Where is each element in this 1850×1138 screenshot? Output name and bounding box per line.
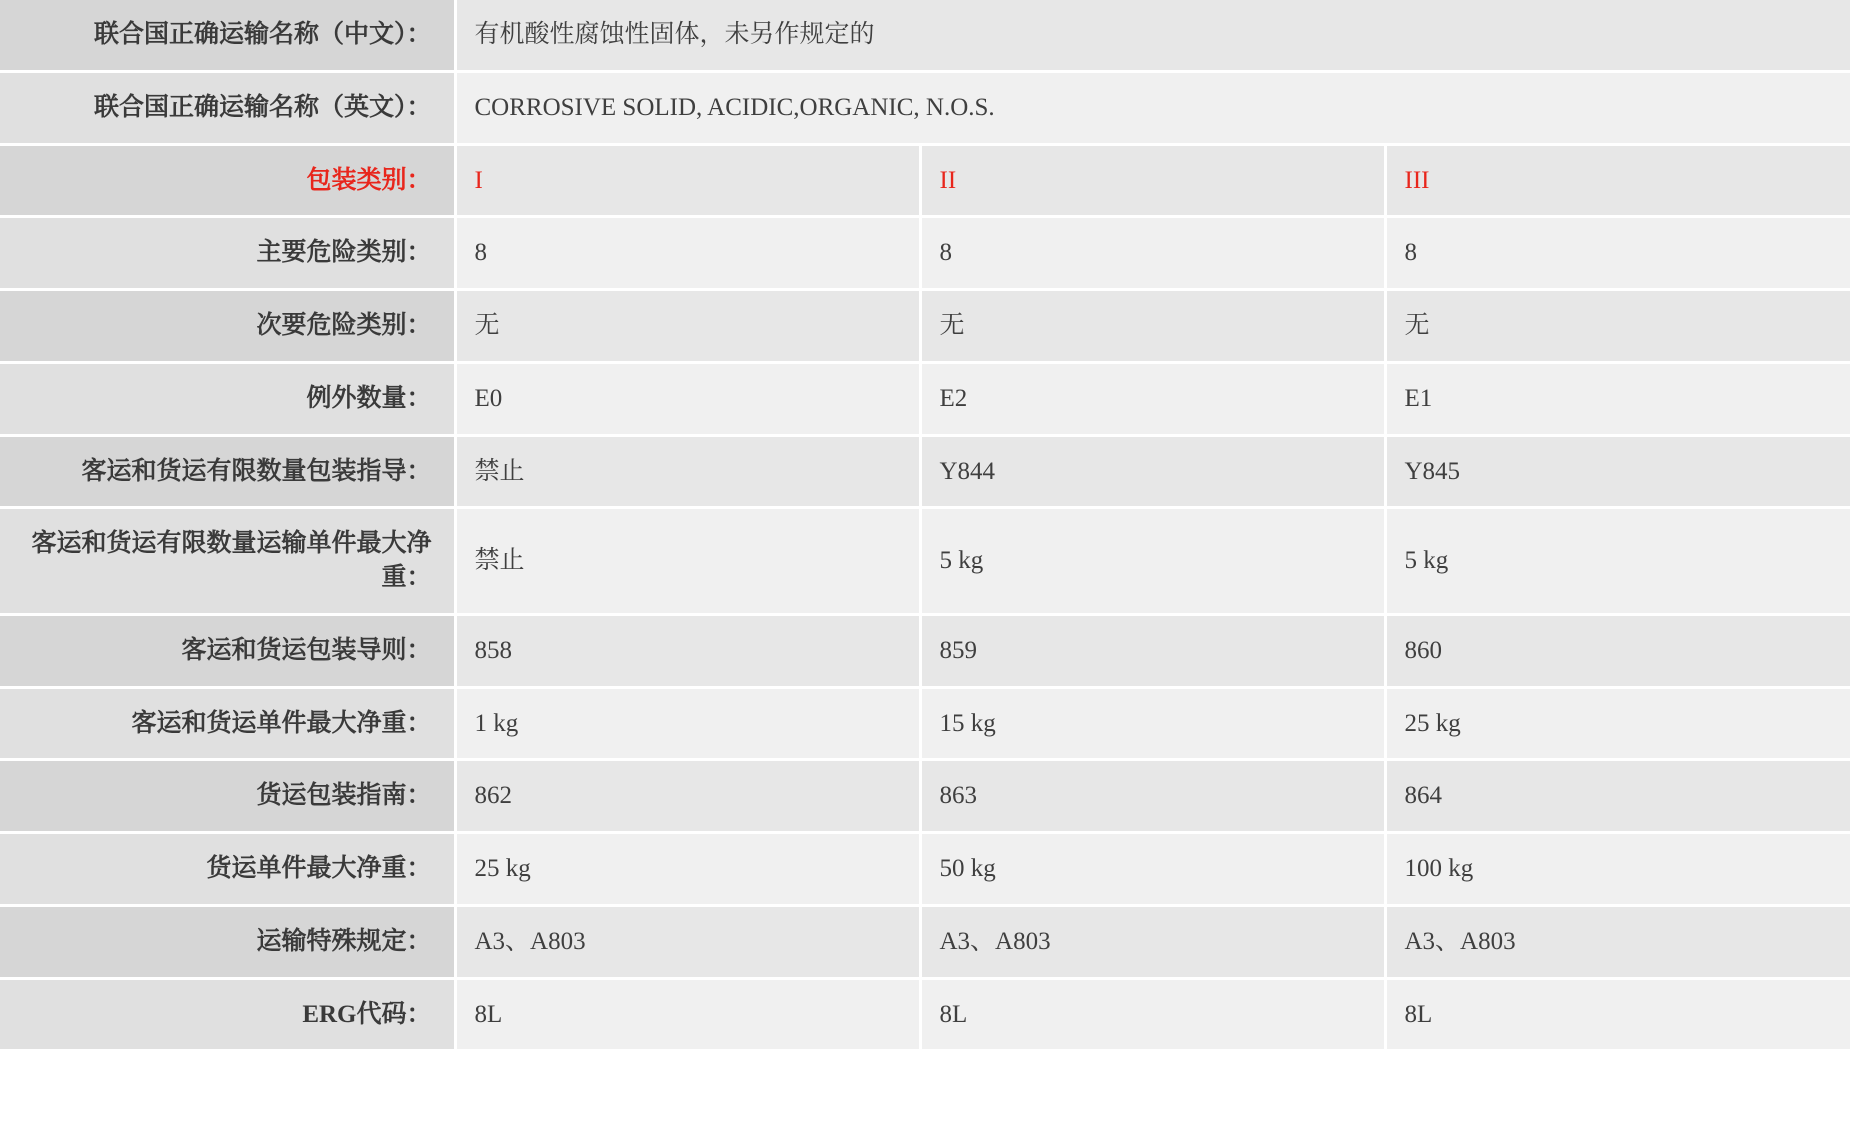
row-label-text: 主要危险类别： — [256, 239, 432, 267]
table-row — [0, 362, 1850, 435]
row-value-text: 8L — [1404, 1000, 1433, 1028]
row-label-text: 例外数量： — [306, 384, 432, 412]
row-value-cell — [455, 362, 920, 435]
table-row — [0, 905, 1850, 978]
row-value-text: 1 kg — [474, 709, 519, 737]
row-label-cell — [0, 290, 455, 363]
row-value-cell — [920, 687, 1385, 760]
row-value-cell — [1385, 435, 1850, 508]
row-value-cell — [920, 144, 1385, 217]
row-value-text: 858 — [474, 636, 512, 664]
row-label-text: 货运单件最大净重： — [206, 855, 432, 882]
row-label-text: 客运和货运单件最大净重： — [131, 709, 432, 737]
row-value-text: 15 kg — [939, 709, 996, 737]
row-label-cell — [0, 760, 455, 833]
row-value-text: 100 kg — [1404, 855, 1474, 882]
row-value-cell — [1385, 833, 1850, 906]
row-value-cell — [1385, 290, 1850, 363]
table-row — [0, 508, 1850, 615]
row-label-text: 联合国正确运输名称（英文）： — [93, 93, 432, 121]
row-value-text: 50 kg — [939, 855, 996, 882]
row-label-cell — [0, 144, 455, 217]
row-label-cell — [0, 217, 455, 290]
row-value-text: 5 kg — [939, 547, 984, 575]
row-label-cell — [0, 833, 455, 906]
row-value-text: 8 — [474, 239, 487, 267]
row-value-text: 有机酸性腐蚀性固体，未另作规定的 — [474, 21, 875, 48]
row-label-text: 货运包装指南： — [256, 782, 432, 810]
row-value-cell — [455, 905, 920, 978]
row-value-text: 862 — [474, 782, 512, 810]
row-value-text: 8L — [474, 1000, 503, 1028]
row-value-cell — [455, 614, 920, 687]
row-value-cell — [455, 435, 920, 508]
row-label-text: 运输特殊规定： — [256, 927, 432, 955]
table-row — [0, 614, 1850, 687]
row-value-text: 禁止 — [474, 547, 525, 575]
table-row — [0, 217, 1850, 290]
row-value-cell — [455, 833, 920, 906]
row-value-cell — [920, 435, 1385, 508]
row-label-text: 次要危险类别： — [256, 312, 432, 339]
row-value-cell — [455, 508, 920, 615]
row-value-cell — [455, 760, 920, 833]
table-row — [0, 290, 1850, 363]
row-value-cell — [1385, 687, 1850, 760]
row-value-text: E2 — [939, 384, 968, 412]
row-value-text: A3、A803 — [474, 927, 586, 955]
row-label-cell — [0, 362, 455, 435]
row-label-text: 联合国正确运输名称（中文）： — [93, 21, 432, 48]
row-value-cell — [1385, 760, 1850, 833]
row-value-cell — [455, 71, 1850, 144]
row-label-text: 包装类别： — [306, 166, 432, 194]
row-value-cell — [920, 508, 1385, 615]
row-value-text: I — [474, 166, 483, 194]
row-value-text: 5 kg — [1404, 547, 1449, 575]
row-label-cell — [0, 435, 455, 508]
row-value-text: 8L — [939, 1000, 968, 1028]
row-value-cell — [1385, 905, 1850, 978]
row-value-text: 无 — [474, 312, 500, 339]
row-value-text: 无 — [1404, 312, 1430, 339]
row-value-cell — [1385, 614, 1850, 687]
row-label-text: ERG代码： — [302, 1000, 432, 1028]
row-value-text: E1 — [1404, 384, 1433, 412]
row-label-cell — [0, 978, 455, 1049]
row-value-cell — [920, 290, 1385, 363]
row-value-cell — [920, 217, 1385, 290]
row-value-cell — [920, 978, 1385, 1049]
row-label-text: 客运和货运有限数量包装指导： — [81, 457, 432, 485]
row-value-text: III — [1404, 166, 1430, 194]
row-value-text: 863 — [939, 782, 977, 810]
table-row — [0, 435, 1850, 508]
row-value-cell — [455, 0, 1850, 71]
row-value-cell — [455, 978, 920, 1049]
row-value-text: 864 — [1404, 782, 1442, 810]
row-value-cell — [1385, 144, 1850, 217]
row-value-text: Y845 — [1404, 457, 1461, 485]
row-value-text: 8 — [939, 239, 952, 267]
table-row — [0, 833, 1850, 906]
row-value-cell — [455, 144, 920, 217]
row-value-text: 859 — [939, 636, 977, 664]
row-label-cell — [0, 508, 455, 615]
row-value-cell — [1385, 978, 1850, 1049]
row-value-cell — [920, 905, 1385, 978]
row-label-text: 客运和货运有限数量运输单件最大净重： — [31, 530, 432, 591]
table-row — [0, 978, 1850, 1049]
row-value-text: 860 — [1404, 636, 1442, 664]
table-row — [0, 144, 1850, 217]
table-row — [0, 760, 1850, 833]
row-value-text: E0 — [474, 384, 503, 412]
row-value-cell — [455, 217, 920, 290]
row-value-text: CORROSIVE SOLID, ACIDIC,ORGANIC, N.O.S. — [474, 93, 995, 121]
row-value-text: 8 — [1404, 239, 1417, 267]
row-value-cell — [920, 833, 1385, 906]
row-value-cell — [920, 760, 1385, 833]
row-value-cell — [1385, 217, 1850, 290]
row-value-cell — [455, 290, 920, 363]
row-value-text: 25 kg — [474, 855, 531, 882]
row-value-cell — [1385, 362, 1850, 435]
row-value-cell — [1385, 508, 1850, 615]
row-value-cell — [920, 614, 1385, 687]
row-label-text: 客运和货运包装导则： — [181, 636, 432, 664]
row-value-text: 无 — [939, 312, 965, 339]
row-label-cell — [0, 905, 455, 978]
row-label-cell — [0, 687, 455, 760]
table-row — [0, 0, 1850, 71]
row-value-text: A3、A803 — [1404, 927, 1516, 955]
table-row — [0, 687, 1850, 760]
table-row — [0, 71, 1850, 144]
row-value-text: Y844 — [939, 457, 996, 485]
row-label-cell — [0, 71, 455, 144]
row-label-cell — [0, 614, 455, 687]
row-value-text: A3、A803 — [939, 927, 1051, 955]
row-value-text: II — [939, 166, 957, 194]
row-value-cell — [920, 362, 1385, 435]
row-label-cell — [0, 0, 455, 71]
row-value-text: 禁止 — [474, 457, 525, 485]
row-value-text: 25 kg — [1404, 709, 1461, 737]
row-value-cell — [455, 687, 920, 760]
